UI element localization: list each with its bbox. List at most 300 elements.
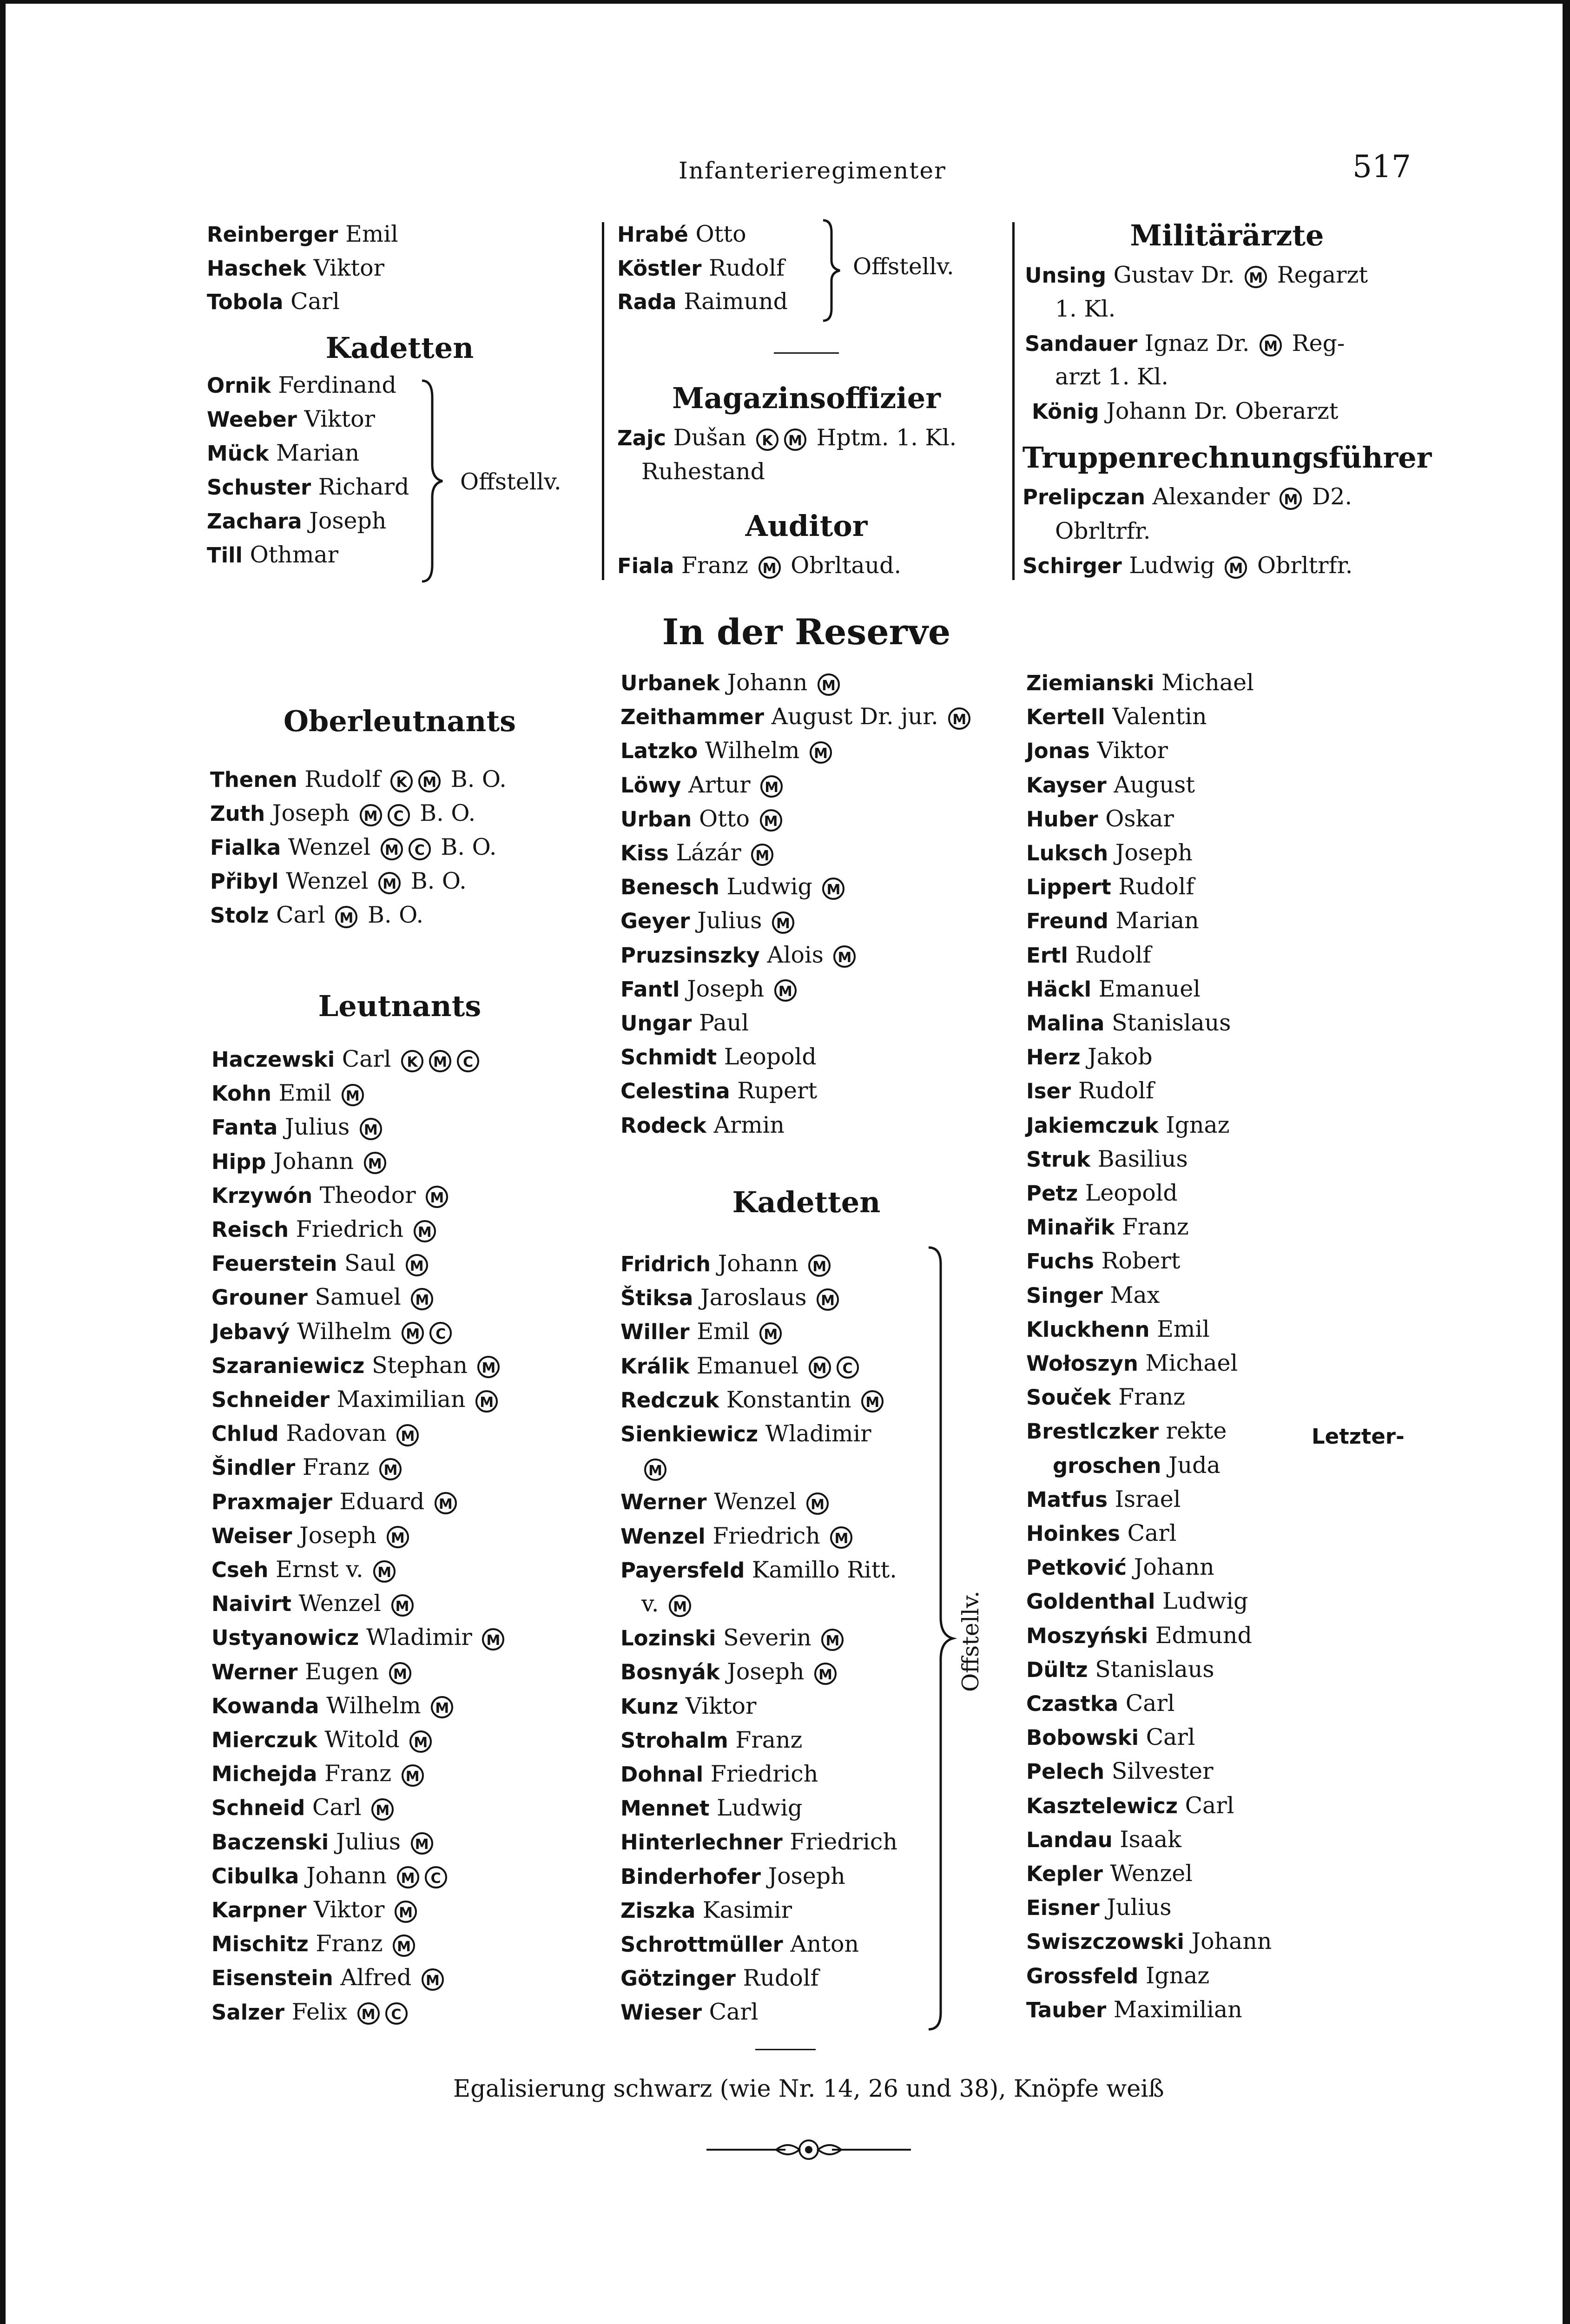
name-entry [1026,1077,1154,1104]
surname: Grossfeld [1026,1963,1139,1988]
surname: Fantl [620,977,680,1002]
given-name: Michael [1161,669,1254,696]
m-mark-icon: M [784,429,806,451]
surname: Schmidt [620,1045,717,1070]
name-entry [207,541,338,568]
surname: Rodeck [620,1113,706,1138]
m-mark-icon: M [364,1152,386,1174]
surname: Weiser [211,1523,292,1548]
name-entry [211,1556,398,1583]
surname: Zeithammer [620,705,764,730]
c-mark-icon: C [837,1356,859,1379]
name-entry [211,1284,436,1310]
given-name: Felix [291,1998,347,2025]
surname: Kasztelewicz [1026,1793,1178,1818]
name-entry [210,902,423,928]
surname: Přibyl [210,869,279,894]
name-entry [211,1692,456,1719]
m-mark-icon: M [822,878,844,900]
surname: Naivirt [211,1591,291,1617]
surname: Mennet [620,1796,710,1821]
given-name: Kamillo Ritt. [752,1556,897,1583]
name-entry [207,508,386,534]
given-name: Carl [1125,1690,1175,1717]
m-mark-icon: M [760,809,782,832]
name-entry [1026,1588,1248,1614]
surname: Souček [1026,1385,1111,1410]
name-entry [1026,1792,1234,1819]
given-name: Carl [276,902,325,928]
surname: Pelech [1026,1759,1105,1784]
surname: Latzko [620,739,698,764]
m-mark-icon: M [431,1696,453,1718]
surname: Stolz [210,903,269,928]
m-mark-icon: M [357,2002,380,2025]
surname: Fanta [211,1115,278,1140]
name-entry: Hrabé Otto [617,221,746,247]
running-head: Infanterieregimenter [679,157,946,184]
name-entry [620,1693,756,1719]
m-mark-icon: M [429,1050,451,1072]
name-entry [211,1352,502,1379]
surname: Salzer [211,2000,285,2025]
given-name: Johann [1134,1554,1214,1581]
name-entry [620,737,835,764]
arzt-entry: König Johann Dr. Oberarzt [1032,398,1339,424]
given-name: August [1114,771,1195,798]
given-name: Joseph [727,1658,805,1685]
rank-note: B. O. [450,766,507,792]
surname: Kohn [211,1081,272,1106]
surname: Hipp [211,1149,266,1174]
surname: Petz [1026,1181,1078,1206]
brace-icon [820,218,844,323]
given-name: Wenzel [286,868,369,894]
name-entry [211,1829,436,1855]
k-mark-icon: K [390,770,413,792]
given-name: Alois [767,941,824,968]
given-name: Franz [316,1930,383,1957]
m-mark-icon: M [418,770,441,792]
given-name: Joseph [299,1522,377,1549]
given-name: Ignaz [1166,1111,1230,1138]
k-mark-icon: K [756,429,778,451]
given-name: Viktor [685,1692,757,1719]
surname: Krzywón [211,1183,313,1208]
surname: Jebavý [211,1319,290,1344]
m-mark-icon: M [360,1118,382,1140]
brace-icon [418,379,446,583]
surname: Thenen [210,767,297,792]
page-number: 517 [1352,149,1411,185]
name-entry [211,1964,447,1991]
c-mark-icon: C [388,804,410,826]
m-mark-icon: M [830,1526,852,1549]
given-name: Otto [699,805,750,832]
m-mark-icon: M [397,1866,419,1888]
auditor-entry: Fiala Franz M Obrltaud. [617,552,902,579]
name-entry [1026,976,1201,1002]
given-name: Saul [344,1250,396,1277]
name-entry [620,1420,871,1447]
m-mark-icon: M [411,1288,433,1310]
name-entry [620,1795,802,1821]
section-heading-magazinsoffizier: Magazinsoffizier [672,381,941,415]
given-name: Wenzel [298,1590,381,1617]
arzt-entry: Sandauer Ignaz Dr. M Reg- [1025,330,1345,357]
m-mark-icon: M [409,1730,432,1753]
surname: Swiszczowski [1026,1929,1184,1954]
surname: Löwy [620,772,681,798]
surname: Karpner [211,1898,307,1922]
m-mark-icon: M [814,1663,837,1685]
name-entry: Haschek Viktor [207,255,385,281]
given-name: Stanislaus [1095,1656,1214,1683]
m-mark-icon: M [1225,556,1247,579]
m-mark-icon: M [817,1288,839,1311]
name-entry [1026,737,1168,764]
given-name: Ferdinand [278,372,396,398]
given-name: Carl [342,1046,391,1072]
given-name: Franz [324,1760,392,1787]
given-name: Jakob [1088,1043,1153,1070]
name-entry [1026,942,1151,968]
given-name: Friedrich [712,1522,820,1549]
given-name: Johann [727,669,808,696]
name-entry [210,868,467,894]
m-mark-icon: M [772,911,794,934]
name-entry [1026,839,1193,866]
magazin-entry: Zajc Dušan K M Hptm. 1. Kl. [617,424,957,451]
surname: Czastka [1026,1691,1119,1716]
given-name: August Dr. jur. [771,703,938,730]
given-name: Radovan [286,1420,387,1447]
given-name: Juda [1168,1452,1220,1479]
given-name: Ludwig [726,873,812,900]
name-entry [620,703,973,730]
surname: Kunz [620,1694,679,1719]
given-name: Leopold [1085,1180,1178,1206]
m-mark-icon: M [335,906,357,928]
given-name: Emanuel [1098,975,1201,1002]
surname: Malina [1026,1011,1105,1036]
surname: Willer [620,1320,690,1345]
given-name: Richard [318,474,409,500]
m-mark-icon: M [402,1322,424,1344]
m-mark-icon: M [402,1764,424,1787]
divider [755,2049,816,2050]
surname: Kowanda [211,1693,319,1718]
c-mark-icon: C [457,1050,479,1072]
m-mark-icon: M [387,1526,409,1548]
given-name: Ludwig [1162,1588,1248,1615]
given-name: Jaroslaus [700,1284,807,1311]
surname: Grouner [211,1285,308,1310]
name-entry [620,1863,845,1889]
name-entry [620,1077,817,1104]
name-entry [620,805,785,832]
given-name: Robert [1101,1248,1181,1274]
section-heading-kadetten-reserve: Kadetten [732,1185,881,1219]
section-heading-leutnants: Leutnants [318,989,482,1023]
name-entry [620,1761,818,1787]
given-name: Silvester [1111,1758,1214,1785]
name-entry [1026,703,1207,730]
divider [774,352,839,354]
name-entry [211,1590,416,1617]
name-entry [1026,1112,1230,1138]
given-name: Emil [1157,1315,1210,1342]
name-entry [1026,1928,1272,1954]
surname: Iser [1026,1079,1071,1104]
brace-note-vertical: Offstellv. [957,1591,984,1692]
name-entry [620,772,785,798]
name-entry [641,1591,694,1617]
name-entry [211,1760,427,1787]
given-name: Max [1110,1281,1160,1308]
given-name: Witold [324,1726,400,1753]
given-name: Rupert [737,1077,818,1104]
given-name: Carl [1127,1520,1177,1546]
name-entry [620,1557,897,1583]
name-entry [620,669,843,696]
surname: Werner [620,1490,707,1515]
surname: Pruzsinszky [620,943,760,968]
name-entry [211,1488,460,1515]
name-entry [207,474,409,500]
c-mark-icon: C [425,1866,447,1888]
given-name: Wenzel [714,1488,797,1515]
m-mark-icon: M [809,1356,831,1379]
name-entry [1026,669,1254,696]
given-name: Julius [284,1114,350,1141]
m-mark-icon: M [426,1186,448,1208]
given-name: Othmar [250,541,339,568]
given-name: Friedrich [296,1216,404,1242]
name-entry [1026,1962,1209,1989]
surname: Benesch [620,875,719,900]
name-entry [1026,805,1174,832]
surname: Till [207,543,243,568]
name-entry [620,839,776,866]
m-mark-icon: M [406,1254,428,1276]
section-heading-militaeraerzte: Militärärzte [1130,218,1324,252]
given-name: Julius [1107,1894,1172,1921]
given-name: Emanuel [696,1352,799,1379]
given-name: Armin [713,1111,785,1138]
surname: Schuster [207,475,311,500]
m-mark-icon: M [818,673,840,696]
given-name: Isaak [1120,1826,1181,1853]
surname: Praxmajer [211,1489,332,1514]
given-name: Wilhelm [297,1318,392,1345]
name-entry [211,1080,367,1106]
name-entry [211,1999,410,2025]
name-entry [211,1216,439,1242]
given-name: Maximilian [336,1386,466,1413]
surname: Huber [1026,806,1098,832]
arzt-entry-cont: 1. Kl. [1055,296,1116,322]
given-name: Wenzel [1110,1860,1193,1887]
given-name: Rudolf [743,1965,819,1992]
name-entry [620,1965,819,1991]
name-entry [211,1658,414,1685]
given-name: Maximilian [1113,1996,1242,2023]
name-entry [1026,1282,1160,1308]
given-name: Carl [1185,1792,1234,1819]
given-name: Franz [1118,1384,1186,1411]
surname: Fridrich [620,1252,711,1276]
given-name: Artur [688,771,751,798]
m-mark-icon: M [378,872,401,894]
surname: groschen [1053,1453,1161,1478]
surname: Králik [620,1353,690,1379]
m-mark-icon: M [806,1492,829,1515]
given-name: Johann [306,1862,387,1889]
surname: Schneid [211,1796,305,1821]
surname: Ornik [207,373,271,398]
surname: Dültz [1026,1657,1088,1682]
surname: Tauber [1026,1997,1107,2022]
surname: Lozinski [620,1626,716,1651]
m-mark-icon: M [391,1594,414,1617]
name-entry [620,1488,831,1515]
surname: Häckl [1026,977,1092,1002]
surname: Fialka [210,835,281,860]
name-entry [211,1726,435,1753]
m-mark-icon: M [411,1832,433,1855]
m-mark-icon: M [435,1492,457,1514]
given-name: Alfred [340,1964,412,1991]
given-name: Viktor [313,1896,385,1923]
given-name: Wenzel [288,834,371,860]
surname: Eisenstein [211,1966,333,1991]
name-entry: Köstler Rudolf [617,255,785,281]
surname: Lippert [1026,875,1111,900]
given-name: Basilius [1097,1145,1188,1172]
surname: Baczenski [211,1829,329,1855]
m-mark-icon: M [371,1798,394,1821]
surname: Hoinkes [1026,1521,1121,1546]
name-entry [1026,1656,1214,1683]
given-name: Kasimir [702,1896,792,1923]
name-entry [1026,1350,1238,1376]
column-rule-left-top [602,222,604,580]
rank-note: B. O. [441,834,497,860]
m-mark-icon: M [644,1459,666,1481]
surname: Redczuk [620,1387,719,1413]
given-name: Rudolf [1075,941,1151,968]
name-entry [1026,1146,1188,1172]
surname: Šindler [211,1455,296,1480]
m-mark-icon: M [422,1968,444,1991]
name-entry [620,907,797,934]
section-heading-oberleutnants: Oberleutnants [283,704,516,738]
m-mark-icon: M [810,741,832,764]
name-entry [620,1999,758,2025]
surname: Feuerstein [211,1251,337,1276]
name-entry [620,1931,859,1957]
c-mark-icon: C [409,838,431,860]
surname: Luksch [1026,841,1108,865]
given-name: Viktor [304,406,376,432]
given-name: Marian [276,440,360,466]
m-mark-icon: M [396,1424,419,1446]
name-entry [207,372,396,398]
surname: Freund [1026,909,1108,934]
surname: Ustyanowicz [211,1625,359,1651]
m-mark-icon: M [1245,266,1267,288]
name-entry [620,942,858,968]
arzt-entry-cont: arzt 1. Kl. [1055,363,1168,390]
surname: Herz [1026,1045,1081,1070]
given-name: Johann [1191,1928,1272,1955]
rank-note: B. O. [368,902,424,928]
surname: Ungar [620,1011,692,1036]
name-entry [1026,1214,1189,1240]
given-name: Emil [697,1318,750,1345]
surname: Brestlczker [1026,1419,1159,1444]
given-name: Lázár [676,839,741,866]
rank-note: B. O. [410,868,467,894]
name-entry [1026,1520,1176,1546]
name-entry [211,1794,396,1821]
surname: Mischitz [211,1932,309,1957]
name-entry [620,873,847,900]
name-entry [211,1896,420,1923]
m-mark-icon: M [774,979,797,1002]
given-name: Stephan [371,1352,468,1379]
name-entry [1026,772,1195,798]
given-name: Paul [699,1010,749,1036]
name-entry [211,1046,482,1072]
brace-note: Offstellv. [853,253,954,280]
surname: Kiss [620,841,669,865]
surname: Wieser [620,2000,702,2025]
rank-note: B. O. [420,800,476,826]
m-mark-icon: M [821,1629,844,1651]
brace-icon [925,1246,957,2031]
name-entry [1026,1724,1195,1750]
name-entry [1026,907,1199,934]
name-entry [1026,1248,1180,1274]
surname: Moszyński [1026,1623,1148,1648]
name-entry [1026,1758,1214,1784]
surname: Kepler [1026,1862,1103,1886]
name-entry [1026,1010,1231,1036]
surname: Landau [1026,1827,1113,1852]
name-entry: Rada Raimund [617,288,788,315]
surname: Cibulka [211,1863,299,1888]
given-name: Wladimir [765,1420,871,1447]
surname: Petković [1026,1555,1127,1580]
given-name: Joseph [309,508,387,534]
arzt-entry: Unsing Gustav Dr. M Regarzt [1025,262,1368,288]
m-mark-icon: M [395,1901,417,1923]
given-name: Joseph [1115,839,1193,866]
given-name: Anton [790,1931,859,1957]
m-mark-icon: M [1280,488,1302,510]
m-mark-icon: M [381,838,403,860]
m-mark-icon: M [948,707,970,730]
surname: Reisch [211,1217,289,1242]
name-entry [620,1727,802,1753]
name-entry [1026,1622,1252,1649]
name-entry [620,1318,785,1345]
name-entry [207,406,375,432]
given-name: Ludwig [716,1795,803,1822]
name-entry: Reinberger Emil [207,221,398,247]
